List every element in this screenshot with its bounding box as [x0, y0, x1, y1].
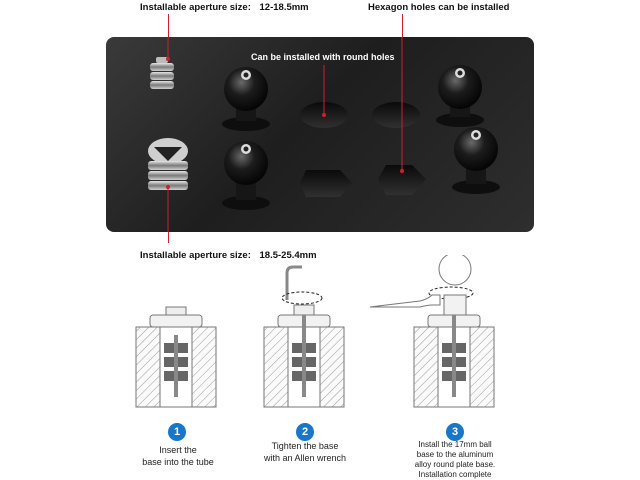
round-holes-label: Can be installed with round holes — [251, 52, 395, 62]
product-photo-illustration — [106, 37, 534, 232]
small-threaded-insert — [150, 57, 174, 89]
ball-mount-1 — [222, 67, 270, 131]
hexagon-holes-label: Hexagon holes can be installed — [368, 2, 510, 13]
ball-mount-2 — [222, 141, 270, 210]
hexagon-hole-left — [300, 170, 352, 197]
step-2-badge: 2 — [296, 423, 314, 441]
product-photo-panel — [106, 37, 534, 232]
aperture-size-large-title: Installable aperture size: — [140, 250, 251, 261]
aperture-size-small-value: 12-18.5mm — [259, 2, 309, 13]
ball-mount-3 — [436, 65, 484, 127]
step-1-text: Insert the base into the tube — [142, 445, 214, 467]
diagram-step-2 — [264, 267, 344, 407]
step-1-badge: 1 — [168, 423, 186, 441]
installation-diagrams — [0, 255, 640, 415]
step-2-text: Tighten the base with an Allen wrench — [263, 441, 347, 463]
aperture-size-small-label — [140, 2, 309, 13]
step-3-badge: 3 — [446, 423, 464, 441]
diagram-step-1 — [136, 307, 216, 407]
aperture-size-large-value: 18.5-25.4mm — [259, 250, 317, 261]
large-threaded-insert — [148, 138, 188, 190]
ball-mount-4 — [452, 127, 500, 194]
step-3-text: Install the 17mm ball base to the aluminum alloy round plate base. Installation complete — [414, 440, 496, 479]
diagram-step-3 — [370, 255, 494, 407]
aperture-size-small-title: Installable aperture size: — [140, 2, 251, 13]
round-hole-right — [372, 102, 420, 128]
